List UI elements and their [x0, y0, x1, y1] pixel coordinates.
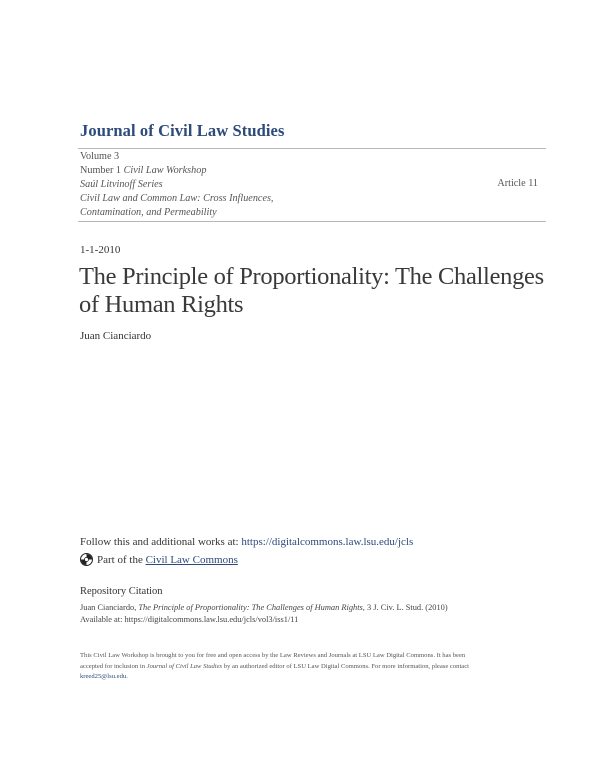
number-label[interactable]: Number 1: [80, 165, 122, 176]
footer-line-2: [80, 662, 520, 673]
part-of-prefix: Part of the: [97, 553, 143, 566]
theme-line-1[interactable]: Civil Law and Common Law: Cross Influences,: [80, 193, 274, 204]
citation-author: Juan Cianciardo,: [80, 603, 139, 612]
document-title: The Principle of Proportionality: The Challenges of Human Rights: [79, 263, 544, 318]
journal-title[interactable]: Journal of Civil Law Studies: [80, 121, 285, 140]
footer-line-1: This Civil Law Workshop is brought to you for free and open access by the Law Reviews and Journals at LSU Law Digital Commons. It has been: [80, 652, 466, 659]
footer-line-2a: accepted for inclusion in: [80, 662, 147, 670]
citation-available: Available at: https://digitalcommons.law.lsu.edu/jcls/vol3/iss1/11: [80, 614, 299, 624]
footer-notice: [80, 651, 520, 683]
author-name[interactable]: Juan Cianciardo: [80, 330, 152, 342]
part-of-line: [80, 553, 238, 566]
volume-label[interactable]: Volume 3: [80, 151, 120, 162]
follow-line: [80, 536, 413, 548]
citation-line: [80, 602, 550, 614]
repository-citation-heading: Repository Citation: [80, 586, 163, 597]
header-rule-top: [78, 148, 546, 149]
header-rule-bottom: [78, 221, 546, 222]
footer-email-suffix: .: [126, 673, 128, 680]
publication-date: 1-1-2010: [80, 244, 121, 256]
repository-citation: [80, 602, 550, 625]
number-line: [80, 164, 273, 178]
series-label[interactable]: Saúl Litvinoff Series: [80, 179, 163, 190]
follow-prefix: Follow this and additional works at:: [80, 536, 242, 548]
contact-email-link[interactable]: kreed25@lsu.edu: [80, 673, 127, 680]
footer-line-3: [80, 672, 520, 683]
footer-journal-name: Journal of Civil Law Studies: [146, 662, 223, 670]
workshop-label[interactable]: Civil Law Workshop: [123, 165, 207, 176]
issue-metadata: [80, 150, 273, 220]
civil-law-commons-link[interactable]: Civil Law Commons: [145, 553, 238, 566]
digital-commons-network-icon: [80, 553, 93, 566]
citation-rest: , 3 J. Civ. L. Stud. (2010): [362, 603, 448, 612]
citation-title: The Principle of Proportionality: The Challenges of Human Rights: [138, 603, 363, 612]
follow-link[interactable]: https://digitalcommons.law.lsu.edu/jcls: [241, 536, 414, 548]
footer-line-2b: by an authorized editor of LSU Law Digital Commons. For more information, please contact: [222, 662, 469, 670]
theme-line-2[interactable]: Contamination, and Permeability: [80, 207, 217, 218]
article-number: Article 11: [497, 178, 538, 189]
